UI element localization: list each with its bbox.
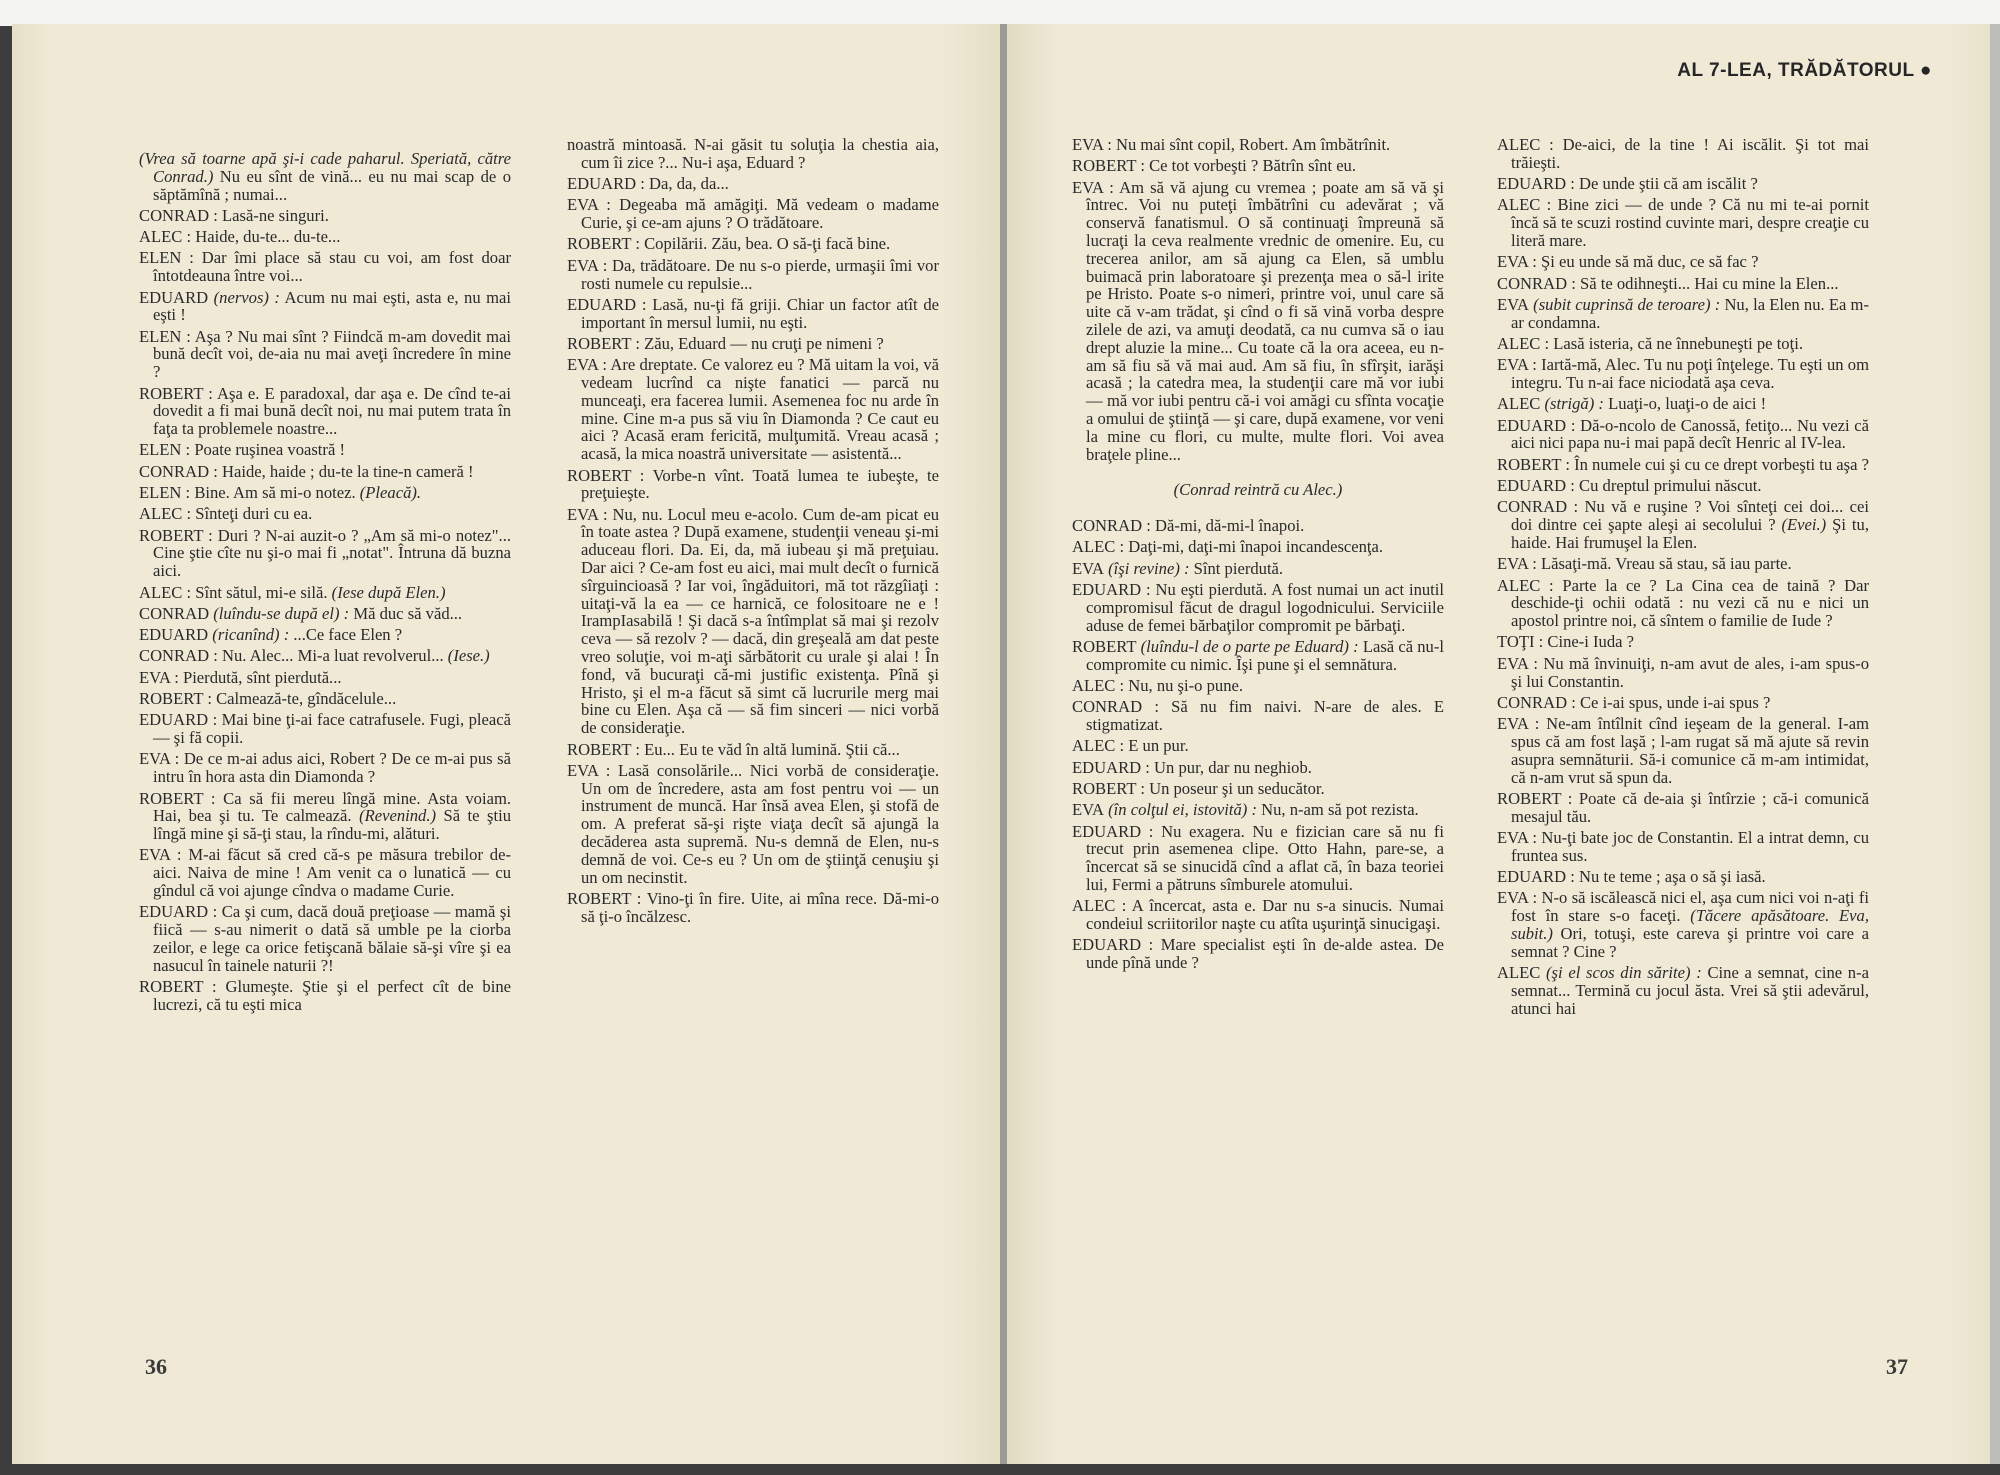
speaker-name: ALEC bbox=[139, 582, 183, 602]
dialogue-line bbox=[1497, 694, 1869, 712]
dialogue-text: : Un pur, dar nu neghiob. bbox=[1141, 757, 1312, 777]
dialogue-line bbox=[1497, 498, 1869, 551]
speaker-name: ALEC bbox=[1497, 195, 1541, 215]
running-head-title: AL 7-LEA, TRĂDĂTORUL bbox=[1677, 60, 1915, 81]
dialogue-line bbox=[567, 196, 939, 232]
dialogue-line bbox=[567, 136, 939, 172]
speaker-name: ALEC bbox=[1072, 896, 1116, 916]
speaker-name: EVA bbox=[1497, 252, 1529, 272]
dialogue-line bbox=[139, 385, 511, 438]
speaker-name: ROBERT bbox=[567, 888, 632, 908]
dialogue-line bbox=[1072, 737, 1444, 755]
speaker-name: CONRAD bbox=[139, 603, 210, 623]
dialogue-line bbox=[1072, 157, 1444, 175]
dialogue-text: : Să te odihneşti... Hai cu mine la Elen... bbox=[1567, 273, 1839, 293]
speaker-name: ROBERT bbox=[139, 383, 204, 403]
dialogue-text: : Mare specialist eşti în de-alde astea. De unde pînă unde ? bbox=[1086, 935, 1444, 973]
dialogue-text: : Să nu fim naivi. N-are de ales. E stigmatizat. bbox=[1086, 697, 1444, 735]
speaker-name: ROBERT bbox=[139, 976, 204, 996]
speaker-name: CONRAD bbox=[1072, 516, 1143, 536]
left-page bbox=[12, 24, 1002, 1464]
stage-direction: (luîndu-l de o parte pe Eduard) : bbox=[1136, 636, 1359, 656]
dialogue-line bbox=[139, 441, 511, 459]
dialogue-text: : N-o să iscălească nici el, aşa cum nici voi n-aţi fi fost în stare s-o faceţi. bbox=[1511, 888, 1869, 926]
dialogue-text: : Nu-ţi bate joc de Constantin. El a intrat demn, cu fruntea sus. bbox=[1511, 827, 1869, 865]
dialogue-line bbox=[1072, 780, 1444, 798]
speaker-name: EDUARD bbox=[1497, 415, 1567, 435]
dialogue-text: : Am să vă ajung cu vremea ; poate am să vă şi întrec. Voi nu puteţi îmbătrîni cu adevărat ; vă conservă fanatismul. O să continuaţi împreună să lucraţi la ceva realmente vrednic de omenire. Eu, cu trecerea anilor, am să ajung ca Elen, să umblu buimacă prin laboratoare şi prezenţa mea o să-l irite pe Hristo. Poate s-o nimeri, printre voi, unul care să uite că v-am trădat, şi cînd o fi să vină vorba despre zilele de azi, va amuţi deodată, ca nu cumva să o iau drept aluzie la mine... Cu toate că la ora aceea, eu n-am să fiu să vă mai aud. Am să fiu, în sfîrşit, iarăşi acasă ; la catedra mea, la studenţii care mă vor iubi — mă vor iubi pentru că-i voi amăgi cu sfînta vocaţie a omului de ştiinţă — şi care, după examene, vor veni la mine cu flori, cu multe, multe flori. Voi avea braţele pline... bbox=[1086, 177, 1444, 464]
speaker-name: CONRAD bbox=[139, 646, 210, 666]
speaker-name: ROBERT bbox=[567, 333, 632, 353]
dialogue-line bbox=[139, 846, 511, 899]
dialogue-line bbox=[1072, 136, 1444, 154]
dialogue-text: : Dar îmi place să stau cu voi, am fost doar întotdeauna între voi... bbox=[153, 248, 511, 286]
speaker-name: EVA bbox=[567, 760, 599, 780]
speaker-name: EDUARD bbox=[139, 287, 209, 307]
dialogue-text: : Bine. Am să mi-o notez. bbox=[181, 483, 360, 503]
dialogue-line bbox=[1072, 897, 1444, 933]
speaker-name: ROBERT bbox=[567, 465, 632, 485]
dialogue-text: : Parte la ce ? La Cina cea de taină ? Dar deschide-ţi ochii odată : nu vezi că nu e nici un apostol printre noi, că sîntem o familie de Iude ? bbox=[1511, 575, 1869, 631]
dialogue-line bbox=[1072, 179, 1444, 464]
dialogue-text: : Nu vă e ruşine ? Voi sînteţi cei doi... cei doi dintre cei şapte aleşi ai secolului ? bbox=[1511, 497, 1869, 535]
dialogue-text: : Haide, haide ; du-te la tine-n cameră ! bbox=[209, 461, 474, 481]
stage-direction: (strigă) : bbox=[1540, 394, 1604, 414]
dialogue-line bbox=[139, 463, 511, 481]
speaker-name: ROBERT bbox=[139, 788, 204, 808]
dialogue-line bbox=[1072, 801, 1444, 819]
dialogue-line bbox=[1497, 136, 1869, 172]
dialogue-line bbox=[139, 626, 511, 644]
dialogue-line bbox=[139, 150, 511, 203]
dialogue-line bbox=[139, 711, 511, 747]
speaker-name: TOŢI bbox=[1497, 632, 1535, 652]
running-head: AL 7-LEA, TRĂDĂTORUL ● bbox=[1677, 60, 1932, 81]
dialogue-line bbox=[139, 690, 511, 708]
dialogue-line bbox=[567, 257, 939, 293]
speaker-name: EVA bbox=[1072, 558, 1104, 578]
speaker-name: EVA bbox=[139, 749, 171, 769]
stage-direction: (Vrea să toarne apă şi-i cade paharul. Speriată, către Conrad.) bbox=[139, 149, 511, 186]
stage-direction: (Evei.) bbox=[1781, 515, 1827, 535]
speaker-name: ALEC bbox=[1072, 537, 1116, 557]
dialogue-line bbox=[1497, 715, 1869, 786]
dialogue-text: : Iartă-mă, Alec. Tu nu poţi înţelege. Tu eşti un om integru. Tu n-ai face niciodată aşa ceva. bbox=[1511, 355, 1869, 393]
speaker-name: EVA bbox=[139, 845, 171, 865]
speaker-name: ROBERT bbox=[1072, 779, 1137, 798]
dialogue-text: : De-aici, de la tine ! Ai iscălit. Şi tot mai trăieşti. bbox=[1511, 135, 1869, 172]
stage-direction: (luîndu-se după el) : bbox=[209, 603, 350, 623]
right-page-column-2 bbox=[1497, 136, 1869, 1021]
dialogue-text: : Are dreptate. Ce valorez eu ? Mă uitam la voi, vă vedeam lucrînd ca nişte fanatici — parcă nu munceaţi, era facerea lumii. Asemenea foc nu arde în mine. Cine m-a pus să viu în Diamonda ? Ce caut eu aici ? Acasă eram fericită, mulţumită. Vreau acasă ; acasă, la mica noastră universitate — asistentă... bbox=[581, 355, 939, 464]
dialogue-text: : Daţi-mi, daţi-mi înapoi incandescenţa. bbox=[1115, 537, 1384, 557]
dialogue-text: : Vino-ţi în fire. Uite, ai mîna rece. Dă-mi-o să ţi-o încălzesc. bbox=[581, 888, 939, 926]
stage-direction: (Revenind.) bbox=[359, 806, 436, 826]
speaker-name: EVA bbox=[139, 667, 171, 687]
speaker-name: EDUARD bbox=[567, 174, 637, 194]
dialogue-text: : Ca şi cum, dacă două preţioase — mamă şi fiică — s-au nimerit o dată să umble pe la ciorba zeilor, e lege ca orice fetişcană bălaie să-şi vîre şi ea nasucul în tainele naturii ?! bbox=[153, 902, 511, 975]
speaker-name: EVA bbox=[1497, 827, 1529, 847]
speaker-name: ELEN bbox=[139, 440, 182, 460]
stage-direction: (în colţul ei, istovită) : bbox=[1103, 800, 1257, 820]
speaker-name: EDUARD bbox=[139, 625, 209, 645]
dialogue-text: : Da, da, da... bbox=[636, 174, 729, 194]
speaker-name: ALEC bbox=[1497, 135, 1541, 154]
speaker-name: ROBERT bbox=[1497, 788, 1562, 808]
dialogue-text: Luaţi-o, luaţi-o de aici ! bbox=[1603, 394, 1767, 414]
stage-direction: (nervos) : bbox=[208, 287, 280, 307]
dialogue-line bbox=[1497, 395, 1869, 413]
speaker-name: CONRAD bbox=[1497, 497, 1568, 517]
dialogue-text: : Nu eşti pierdută. A fost numai un act inutil compromisul făcut de dragul logodnicului. Serviciile aduse de femei bărbaţilor compromit pe bărbaţi. bbox=[1086, 580, 1444, 635]
dialogue-text: ...Ce face Elen ? bbox=[289, 625, 403, 645]
dialogue-line bbox=[1497, 456, 1869, 474]
dialogue-text: : Poate ruşinea voastră ! bbox=[181, 440, 345, 460]
speaker-name: EVA bbox=[567, 504, 599, 524]
dialogue-text: : Lasă consolările... Nici vorbă de consideraţie. Un om de încredere, asta am fost pentru voi — un instrument de muncă. Har însă avea Elen, şi stofă de om. A preferat să-şi rişte viaţa decît să ajungă la decăderea asta supremă. Nu-s demnă de Elen, nu-s demnă de voi. Ce-s eu ? Un om de ştiinţă cenuşiu şi un om necinstit. bbox=[581, 760, 939, 887]
speaker-name: ALEC bbox=[1072, 676, 1116, 696]
dialogue-line bbox=[139, 328, 511, 381]
dialogue-line bbox=[139, 647, 511, 665]
dialogue-text: : Nu te teme ; aşa o să şi iasă. bbox=[1566, 866, 1766, 886]
dialogue-line bbox=[567, 467, 939, 503]
dialogue-text: Acum nu mai eşti, asta e, nu mai eşti ! bbox=[153, 287, 511, 325]
dialogue-text: : Bine zici — de unde ? Că nu mi te-ai pornit încă să te scuzi rostind cuvinte mari, despre creaţie cu literă mare. bbox=[1511, 195, 1869, 250]
dialogue-text: : Nu mă învinuiţi, n-am avut de ales, i-am spus-o şi lui Constantin. bbox=[1511, 653, 1869, 691]
dialogue-text: Să te ştiu lîngă mine şi să-ţi stau, la rîndu-mi, alături. bbox=[153, 806, 511, 844]
dialogue-line bbox=[567, 356, 939, 463]
speaker-name: CONRAD bbox=[139, 205, 210, 225]
speaker-name: EDUARD bbox=[139, 710, 209, 730]
dialogue-line bbox=[1497, 964, 1869, 1017]
dialogue-text: : Mai bine ţi-ai face catrafusele. Fugi, pleacă — şi fă copii. bbox=[153, 710, 511, 748]
dialogue-text: : Cine-i Iuda ? bbox=[1534, 632, 1635, 652]
dialogue-line bbox=[1497, 477, 1869, 495]
dialogue-text: : Copilării. Zău, bea. O să-ţi facă bine. bbox=[631, 234, 891, 254]
speaker-name: CONRAD bbox=[1497, 273, 1568, 293]
dialogue-line bbox=[139, 750, 511, 786]
dialogue-line bbox=[567, 741, 939, 759]
right-page bbox=[1007, 24, 1990, 1464]
dialogue-text: : E un pur. bbox=[1115, 736, 1189, 756]
dialogue-line bbox=[1497, 790, 1869, 826]
speaker-name: ROBERT bbox=[1497, 454, 1562, 474]
dialogue-line bbox=[1497, 275, 1869, 293]
dialogue-text: Sînt pierdută. bbox=[1189, 558, 1284, 578]
speaker-name: ALEC bbox=[1497, 394, 1541, 414]
dialogue-text: : Ca să fii mereu lîngă mine. Asta voiam. Hai, bea şi tu. Te calmează. bbox=[153, 788, 511, 826]
dialogue-line bbox=[567, 762, 939, 887]
dialogue-text: Nu, la Elen nu. Ea m-ar condamna. bbox=[1511, 294, 1869, 332]
speaker-name: EVA bbox=[1072, 135, 1104, 154]
speaker-name: ROBERT bbox=[139, 689, 204, 709]
dialogue-text: : Degeaba mă amăgiţi. Mă vedeam o madame Curie, şi ce-am ajuns ? O trădătoare. bbox=[581, 195, 939, 233]
speaker-name: CONRAD bbox=[1497, 692, 1568, 712]
dialogue-text: Nu eu sînt de vină... eu nu mai scap de o săptămînă ; numai... bbox=[153, 166, 511, 204]
dialogue-line bbox=[567, 296, 939, 332]
dialogue-text: Lasă că nu-l compromite cu nimic. Îşi pune şi el semnătura. bbox=[1086, 636, 1444, 674]
speaker-name: EDUARD bbox=[1497, 174, 1567, 194]
dialogue-line bbox=[139, 249, 511, 285]
dialogue-line bbox=[139, 289, 511, 325]
dialogue-text: : Ne-am întîlnit cînd ieşeam de la general. I-am spus că am fost laşă ; l-am rugat să mă ajute să revin asupra semnăturii. Să-i comunice că m-am intimidat, că n-am vrut să spun da. bbox=[1511, 714, 1869, 787]
speaker-name: EVA bbox=[1497, 355, 1529, 375]
left-page-column-1 bbox=[139, 150, 511, 1017]
speaker-name: ALEC bbox=[1497, 962, 1541, 982]
dialogue-text: : Calmează-te, gîndăcelule... bbox=[203, 689, 397, 709]
dialogue-text: Mă duc să văd... bbox=[349, 603, 463, 623]
dialogue-text: : M-ai făcut să cred că-s pe măsura trebilor de-aici. Naiva de mine ! Am venit ca o lunatică — cu gîndul că voi ajunge cîndva o madame Curie. bbox=[153, 845, 511, 900]
dialogue-line bbox=[1072, 560, 1444, 578]
stage-direction: (Tăcere apăsătoare. Eva, subit.) bbox=[1511, 906, 1869, 943]
dialogue-line bbox=[1497, 253, 1869, 271]
dialogue-line bbox=[1497, 577, 1869, 630]
right-page-column-1 bbox=[1072, 136, 1444, 975]
speaker-name: ROBERT bbox=[1072, 156, 1137, 176]
speaker-name: EVA bbox=[1072, 177, 1104, 197]
page-number-right: 37 bbox=[1886, 1354, 1908, 1379]
speaker-name: ALEC bbox=[139, 504, 183, 524]
dialogue-text: : Nu mai sînt copil, Robert. Am îmbătrînit. bbox=[1103, 135, 1391, 154]
dialogue-line bbox=[567, 235, 939, 253]
speaker-name: EDUARD bbox=[1072, 935, 1142, 955]
dialogue-line bbox=[139, 903, 511, 974]
speaker-name: ELEN bbox=[139, 483, 182, 503]
dialogue-text: : De ce m-ai adus aici, Robert ? De ce m-ai pus să intru în hora asta din Diamonda ? bbox=[153, 749, 511, 787]
dialogue-text: : Aşa e. E paradoxal, dar aşa e. De cînd te-ai dovedit a fi mai bună decît noi, nu mai putem trata în faţa ta problemele noastre... bbox=[153, 383, 511, 439]
speaker-name: ROBERT bbox=[567, 234, 632, 254]
speaker-name: EDUARD bbox=[1072, 757, 1142, 777]
speaker-name: EVA bbox=[1497, 888, 1529, 908]
dialogue-text: : Un poseur şi un seducător. bbox=[1136, 779, 1325, 798]
dialogue-line bbox=[1497, 868, 1869, 886]
dialogue-line bbox=[1072, 698, 1444, 734]
dialogue-line bbox=[139, 584, 511, 602]
dialogue-line bbox=[567, 890, 939, 926]
dialogue-text: : Ce i-ai spus, unde i-ai spus ? bbox=[1567, 692, 1771, 712]
dialogue-line bbox=[1072, 581, 1444, 634]
dialogue-line bbox=[1072, 759, 1444, 777]
dialogue-text: : Lăsaţi-mă. Vreau să stau, să iau parte. bbox=[1528, 554, 1792, 574]
dialogue-text: : A încercat, asta e. Dar nu s-a sinucis. Numai condeiul scriitorilor naşte cu atîta uşurinţă sinucigaşi. bbox=[1086, 896, 1444, 934]
speaker-name: EDUARD bbox=[1072, 821, 1142, 841]
dialogue-text: : Eu... Eu te văd în altă lumină. Ştii că... bbox=[631, 739, 900, 759]
speaker-name: EVA bbox=[1497, 653, 1529, 673]
speaker-name: ALEC bbox=[1497, 575, 1541, 595]
dialogue-line bbox=[139, 978, 511, 1014]
dialogue-text: Nu, n-am să pot rezista. bbox=[1256, 800, 1419, 820]
dialogue-line bbox=[139, 527, 511, 580]
dialogue-text: Şi tu, haide. Hai frumuşel la Elen. bbox=[1511, 515, 1869, 552]
book-spread bbox=[12, 24, 1990, 1464]
dialogue-text: : În numele cui şi cu ce drept vorbeşti tu aşa ? bbox=[1561, 454, 1869, 474]
speaker-name: EDUARD bbox=[567, 294, 637, 314]
speaker-name: EDUARD bbox=[1497, 866, 1567, 886]
stage-direction: (îşi revine) : bbox=[1103, 558, 1190, 578]
speaker-name: CONRAD bbox=[139, 461, 210, 481]
dialogue-line bbox=[1497, 555, 1869, 573]
dialogue-line bbox=[1497, 889, 1869, 960]
page-number-left: 36 bbox=[145, 1354, 167, 1379]
dialogue-text: : Glumeşte. Ştie şi el perfect cît de bine lucrezi, că tu eşti mica bbox=[153, 976, 511, 1014]
speaker-name: ROBERT bbox=[1072, 636, 1137, 656]
speaker-name: EVA bbox=[567, 355, 599, 375]
speaker-name: EVA bbox=[1497, 294, 1529, 314]
dialogue-line bbox=[139, 484, 511, 502]
dialogue-text: : Ce tot vorbeşti ? Bătrîn sînt eu. bbox=[1136, 156, 1357, 176]
dialogue-line bbox=[1497, 175, 1869, 193]
dialogue-text: : De unde ştii că am iscălit ? bbox=[1566, 174, 1758, 194]
speaker-name: ELEN bbox=[139, 248, 182, 268]
dialogue-line bbox=[139, 228, 511, 246]
speaker-name: ALEC bbox=[139, 227, 183, 247]
dialogue-text: : Nu, nu. Locul meu e-acolo. Cum de-am picat eu în toate astea ? După examene, studenţii veneau şi-mi aduceau flori. Da. Ei, da, mă iubeau şi mă preţuiau. Dar aici ? Ce-am fost eu aici, mai mult decît o furnică sîrguincioasă ? Iar voi, îngăduitori, mă tot răzgîiaţi : uitaţi-vă la ea — ce harnică, ce folositoare ne e ! IrampIasabilă ! Şi dacă s-a întîmplat să mai şi rezolv ceva — să rezolv ? — dacă, din greşeală am dat peste vreo soluţie, voi m-aţi sărbătorit cu urale şi alai ! În fond, vă bucuraţi că-mi justific existenţa. Pînă şi Hristo, şi el m-a făcut să simt că lucrurile merg mai bine cu Elen. Aşa că — să fim sinceri — nici vorbă de consideraţie. bbox=[581, 504, 939, 738]
dialogue-line bbox=[139, 505, 511, 523]
dialogue-text: : Dă-mi, dă-mi-l înapoi. bbox=[1142, 516, 1305, 536]
dialogue-text: : Lasă isteria, că ne înnebuneşti pe toţi. bbox=[1540, 333, 1803, 353]
dialogue-text: : Nu exagera. Nu e fizician care să nu fi trecut prin asemenea clipe. Otto Hahn, pare-se, a încercat să se sinucidă cînd a aflat că, în baza teoriei lui, Fermi a pătruns sîmburele atomului. bbox=[1086, 821, 1444, 894]
dialogue-line bbox=[1497, 829, 1869, 865]
speaker-name: ELEN bbox=[139, 326, 182, 346]
dialogue-line bbox=[1072, 517, 1444, 535]
top-background-strip bbox=[0, 0, 2000, 26]
stage-direction: (Iese.) bbox=[447, 646, 490, 666]
dialogue-text: : Vorbe-n vînt. Toată lumea te iubeşte, te preţuieşte. bbox=[581, 465, 939, 503]
dialogue-line bbox=[567, 175, 939, 193]
speaker-name: EDUARD bbox=[1072, 580, 1142, 600]
dialogue-line bbox=[1497, 417, 1869, 453]
book-edge bbox=[1990, 24, 2000, 1464]
dialogue-text: : Sînt sătul, mi-e silă. bbox=[182, 582, 332, 602]
dialogue-line bbox=[567, 335, 939, 353]
dialogue-text: : Nu. Alec... Mi-a luat revolverul... bbox=[209, 646, 448, 666]
dialogue-line bbox=[1497, 655, 1869, 691]
speaker-name: ROBERT bbox=[567, 739, 632, 759]
dialogue-text: : Da, trădătoare. De nu s-o pierde, urmaşii îmi vor rosti numele cu repulsie... bbox=[581, 255, 939, 293]
dialogue-text: : Dă-o-ncolo de Canossă, fetiţo... Nu vezi că aici nici papa nu-i mai papă decît Henric al IV-lea. bbox=[1511, 415, 1869, 453]
dialogue-text: : Pierdută, sînt pierdută... bbox=[170, 667, 342, 687]
dialogue-line bbox=[567, 506, 939, 737]
dialogue-line bbox=[1497, 356, 1869, 392]
speaker-name: EDUARD bbox=[1497, 476, 1567, 496]
speaker-name: EDUARD bbox=[139, 902, 209, 922]
dialogue-text: : Haide, du-te... du-te... bbox=[182, 227, 341, 247]
speaker-name: EVA bbox=[1497, 554, 1529, 574]
dialogue-line bbox=[1072, 538, 1444, 556]
dialogue-line bbox=[1497, 296, 1869, 332]
dialogue-text: : Duri ? N-ai auzit-o ? „Am să mi-o notez"... Cine ştie cîte nu şi-o mai fi „notat". Întruna dă buzna aici. bbox=[153, 525, 511, 581]
dialogue-line bbox=[1497, 335, 1869, 353]
stage-direction: (subit cuprinsă de teroare) : bbox=[1528, 294, 1721, 314]
dialogue-text: : Nu, nu şi-o pune. bbox=[1115, 676, 1243, 696]
dialogue-line bbox=[139, 669, 511, 687]
dialogue-text: noastră mintoasă. N-ai găsit tu soluţia la chestia aia, cum îi zice ?... Nu-i aşa, Eduard ? bbox=[567, 135, 939, 172]
dialogue-text: Ori, totuşi, este careva şi printre voi care a semnat ? Cine ? bbox=[1511, 923, 1869, 961]
dialogue-line bbox=[1497, 633, 1869, 651]
dialogue-line bbox=[139, 605, 511, 623]
stage-direction: (Pleacă). bbox=[359, 483, 422, 503]
speaker-name: ROBERT bbox=[139, 525, 204, 545]
speaker-name: EVA bbox=[567, 195, 599, 215]
dialogue-line bbox=[1072, 823, 1444, 894]
dialogue-text: : Poate că de-aia şi întîrzie ; că-i comunică mesajul tău. bbox=[1511, 788, 1869, 826]
dialogue-line bbox=[1072, 677, 1444, 695]
stage-direction: (Iese după Elen.) bbox=[331, 582, 446, 602]
dialogue-text: : Şi eu unde să mă duc, ce să fac ? bbox=[1528, 252, 1759, 272]
speaker-name: EVA bbox=[1072, 800, 1104, 820]
speaker-name: CONRAD bbox=[1072, 697, 1143, 717]
dialogue-line bbox=[1072, 638, 1444, 674]
dialogue-line bbox=[1072, 936, 1444, 972]
speaker-name: ALEC bbox=[1497, 333, 1541, 353]
stage-direction: (Conrad reintră cu Alec.) bbox=[1173, 480, 1343, 500]
dialogue-text: : Cu dreptul primului născut. bbox=[1566, 476, 1762, 496]
dialogue-line bbox=[139, 790, 511, 843]
speaker-name: EVA bbox=[1497, 714, 1529, 734]
speaker-name: ALEC bbox=[1072, 736, 1116, 756]
dialogue-text: : Aşa ? Nu mai sînt ? Fiindcă m-am dovedit mai bună decît voi, de-aia nu mai aveţi încredere în mine ? bbox=[153, 326, 511, 382]
dialogue-text: : Lasă-ne singuri. bbox=[209, 205, 329, 225]
stage-direction: (şi el scos din sărite) : bbox=[1540, 962, 1702, 982]
dialogue-text: : Lasă, nu-ţi fă griji. Chiar un factor atît de important în mersul lumii, nu eşti. bbox=[581, 294, 939, 332]
left-page-column-2 bbox=[567, 136, 939, 929]
dialogue-text: : Sînteţi duri cu ea. bbox=[182, 504, 313, 524]
stage-direction: (ricanînd) : bbox=[208, 625, 290, 645]
speaker-name: EVA bbox=[567, 255, 599, 275]
dialogue-line bbox=[139, 207, 511, 225]
dialogue-text: : Zău, Eduard — nu cruţi pe nimeni ? bbox=[631, 333, 884, 353]
dialogue-line bbox=[1497, 196, 1869, 249]
dialogue-text: Cine a semnat, cine n-a semnat... Termină cu jocul ăsta. Vrei să ştii adevărul, atunci hai bbox=[1511, 962, 1869, 1018]
